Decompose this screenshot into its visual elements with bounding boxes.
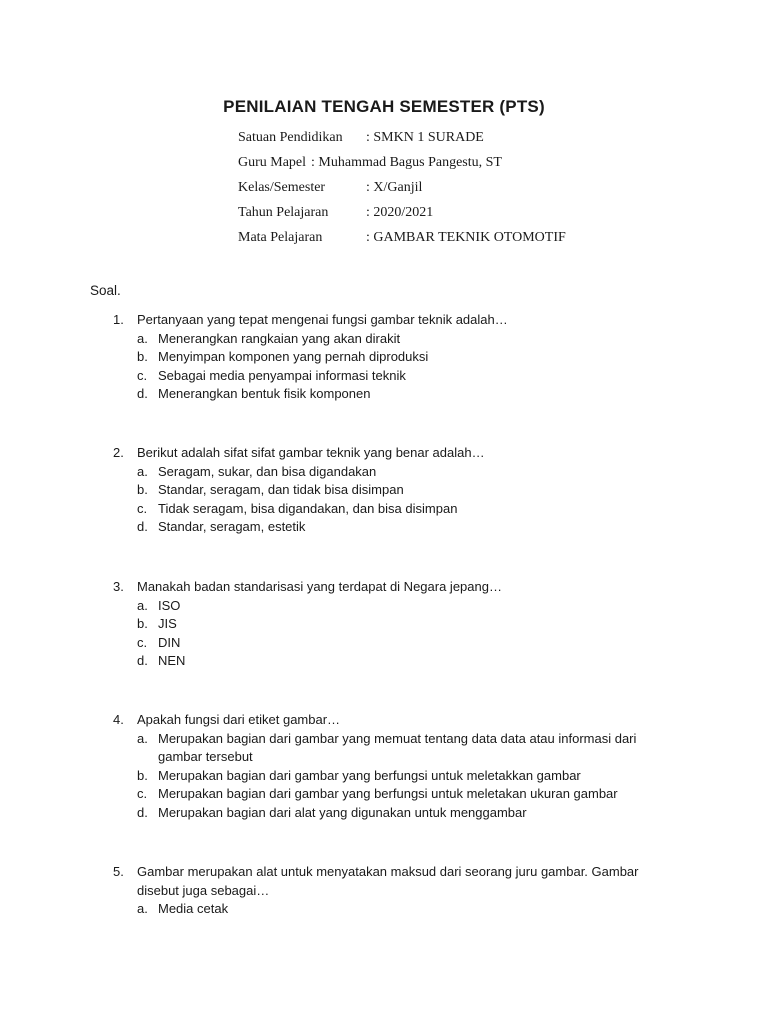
option-d: [113, 518, 683, 537]
option-text: Standar, seragam, dan tidak bisa disimpan: [158, 482, 404, 497]
question-2: [113, 444, 683, 537]
question-3: [113, 578, 683, 671]
option-d: [113, 804, 683, 823]
question-text: Pertanyaan yang tepat mengenai fungsi gambar teknik adalah…: [137, 312, 508, 327]
question-number: 2.: [113, 445, 124, 460]
option-letter: d.: [137, 653, 148, 668]
option-text: Standar, seragam, estetik: [158, 519, 306, 534]
option-b: [113, 615, 683, 634]
option-letter: d.: [137, 386, 148, 401]
option-a: [113, 330, 683, 349]
option-letter: c.: [137, 500, 148, 516]
question-text: Manakah badan standarisasi yang terdapat di Negara jepang…: [137, 579, 502, 594]
option-text: ISO: [158, 597, 181, 613]
question-stem: [113, 578, 683, 597]
info-row-satuan-pendidikan: [238, 128, 566, 153]
option-letter: b.: [137, 482, 148, 497]
question-number: 5.: [113, 864, 124, 879]
info-label: Tahun Pelajaran: [238, 205, 329, 220]
option-text: Media cetak: [158, 901, 229, 916]
option-b: [113, 767, 683, 786]
option-letter: a.: [137, 901, 148, 916]
info-value: : X/Ganjil: [366, 180, 423, 195]
option-a: [113, 463, 683, 482]
option-letter: a.: [137, 730, 148, 746]
question-number: 1.: [113, 312, 124, 327]
document-info: [238, 128, 566, 253]
question-number: 4.: [113, 712, 124, 727]
answer-options: [113, 330, 683, 404]
info-value: : Muhammad Bagus Pangestu, ST: [311, 155, 502, 170]
question-stem: [113, 863, 683, 900]
option-letter: b.: [137, 349, 148, 364]
option-letter: a.: [137, 330, 148, 346]
option-text: Seragam, sukar, dan bisa digandakan: [158, 463, 377, 479]
info-row-tahun-pelajaran: [238, 203, 566, 228]
option-text: Menerangkan rangkaian yang akan dirakit: [158, 330, 401, 346]
option-letter: c.: [137, 786, 148, 801]
question-1: [113, 311, 683, 404]
info-value: : GAMBAR TEKNIK OTOMOTIF: [366, 230, 566, 245]
info-label: Kelas/Semester: [238, 180, 326, 195]
info-value: : 2020/2021: [366, 205, 434, 220]
option-text: Menyimpan komponen yang pernah diproduksi: [158, 349, 429, 364]
question-text: Gambar merupakan alat untuk menyatakan maksud dari seorang juru gambar. Gambar disebut juga sebagai…: [137, 864, 639, 898]
option-b: [113, 481, 683, 500]
answer-options: [113, 730, 683, 823]
question-stem: [113, 311, 683, 330]
answer-options: [113, 597, 683, 671]
option-c: [113, 500, 683, 519]
question-text: Apakah fungsi dari etiket gambar…: [137, 712, 341, 727]
option-letter: c.: [137, 634, 148, 650]
option-c: [113, 634, 683, 653]
option-text: NEN: [158, 653, 186, 668]
option-text: Sebagai media penyampai informasi teknik: [158, 367, 406, 383]
answer-options: [113, 463, 683, 537]
info-row-mata-pelajaran: [238, 228, 566, 253]
option-a: [113, 900, 683, 919]
answer-options: [113, 900, 683, 919]
info-label: Guru Mapel: [238, 155, 307, 170]
question-stem: [113, 711, 683, 730]
info-label: Mata Pelajaran: [238, 230, 323, 245]
option-text: DIN: [158, 634, 181, 650]
option-letter: d.: [137, 804, 148, 820]
option-c: [113, 367, 683, 386]
question-number: 3.: [113, 579, 124, 594]
option-text: Menerangkan bentuk fisik komponen: [158, 386, 371, 401]
option-a: [113, 730, 683, 767]
option-b: [113, 348, 683, 367]
option-d: [113, 652, 683, 671]
option-letter: a.: [137, 463, 148, 479]
question-stem: [113, 444, 683, 463]
option-letter: b.: [137, 767, 148, 783]
info-label: Satuan Pendidikan: [238, 130, 343, 145]
question-4: [113, 711, 683, 822]
section-heading-soal: Soal.: [90, 283, 121, 298]
info-value: : SMKN 1 SURADE: [366, 130, 484, 145]
option-letter: d.: [137, 519, 148, 534]
option-text: Tidak seragam, bisa digandakan, dan bisa disimpan: [158, 500, 458, 516]
option-text: JIS: [158, 616, 177, 631]
option-c: [113, 785, 683, 804]
option-a: [113, 597, 683, 616]
option-text: Merupakan bagian dari gambar yang berfungsi untuk meletakkan gambar: [158, 767, 581, 783]
info-row-kelas-semester: [238, 178, 566, 203]
question-5: [113, 863, 683, 919]
page-title: PENILAIAN TENGAH SEMESTER (PTS): [223, 97, 545, 116]
option-letter: a.: [137, 597, 148, 613]
option-letter: b.: [137, 616, 148, 631]
option-text: Merupakan bagian dari gambar yang berfungsi untuk meletakan ukuran gambar: [158, 786, 618, 801]
question-text: Berikut adalah sifat sifat gambar teknik yang benar adalah…: [137, 445, 485, 460]
option-text: Merupakan bagian dari alat yang digunakan untuk menggambar: [158, 804, 527, 820]
option-d: [113, 385, 683, 404]
option-letter: c.: [137, 367, 148, 383]
option-text: Merupakan bagian dari gambar yang memuat tentang data data atau informasi dari gambar tersebut: [158, 730, 637, 764]
info-row-guru-mapel: [238, 153, 566, 178]
